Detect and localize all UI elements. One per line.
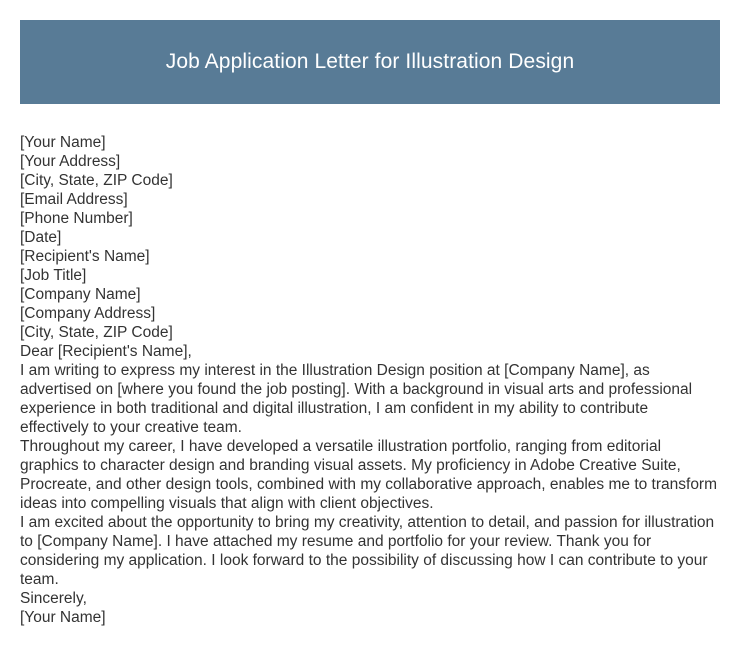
closing: Sincerely, [20, 590, 87, 607]
letter-body [20, 133, 720, 627]
letter-date: [Date] [20, 229, 62, 246]
recipient-job-title: [Job Title] [20, 267, 87, 284]
sender-phone: [Phone Number] [20, 210, 133, 227]
signature: [Your Name] [20, 609, 106, 626]
recipient-company-address: [Company Address] [20, 305, 156, 322]
sender-name: [Your Name] [20, 134, 106, 151]
recipient-company-name: [Company Name] [20, 286, 141, 303]
salutation: Dear [Recipient's Name], [20, 343, 192, 360]
recipient-city-state-zip: [City, State, ZIP Code] [20, 324, 173, 341]
paragraph-intro: I am writing to express my interest in the Illustration Design position at [Company Name], as advertised on [where you found the job posting]. With a background in visual arts and professional experience in both traditional and digital illustration, I am confident in my ability to contribute effectively to your creative team. [20, 362, 693, 436]
recipient-name: [Recipient's Name] [20, 248, 150, 265]
sender-city-state-zip: [City, State, ZIP Code] [20, 172, 173, 189]
paragraph-experience: Throughout my career, I have developed a versatile illustration portfolio, ranging from editorial graphics to character design and branding visual assets. My proficiency in Adobe Creative Suite, Procreate, and other design tools, combined with my collaborative approach, enables me to transform ideas into compelling visuals that align with client objectives. [20, 438, 718, 512]
paragraph-closing: I am excited about the opportunity to bring my creativity, attention to detail, and passion for illustration to [Company Name]. I have attached my resume and portfolio for your review. Thank you for considering my application. I look forward to the possibility of discussing how I can contribute to your team. [20, 514, 715, 588]
sender-email: [Email Address] [20, 191, 128, 208]
sender-address: [Your Address] [20, 153, 121, 170]
page-title: Job Application Letter for Illustration Design [165, 50, 575, 73]
letter-header [20, 20, 720, 104]
